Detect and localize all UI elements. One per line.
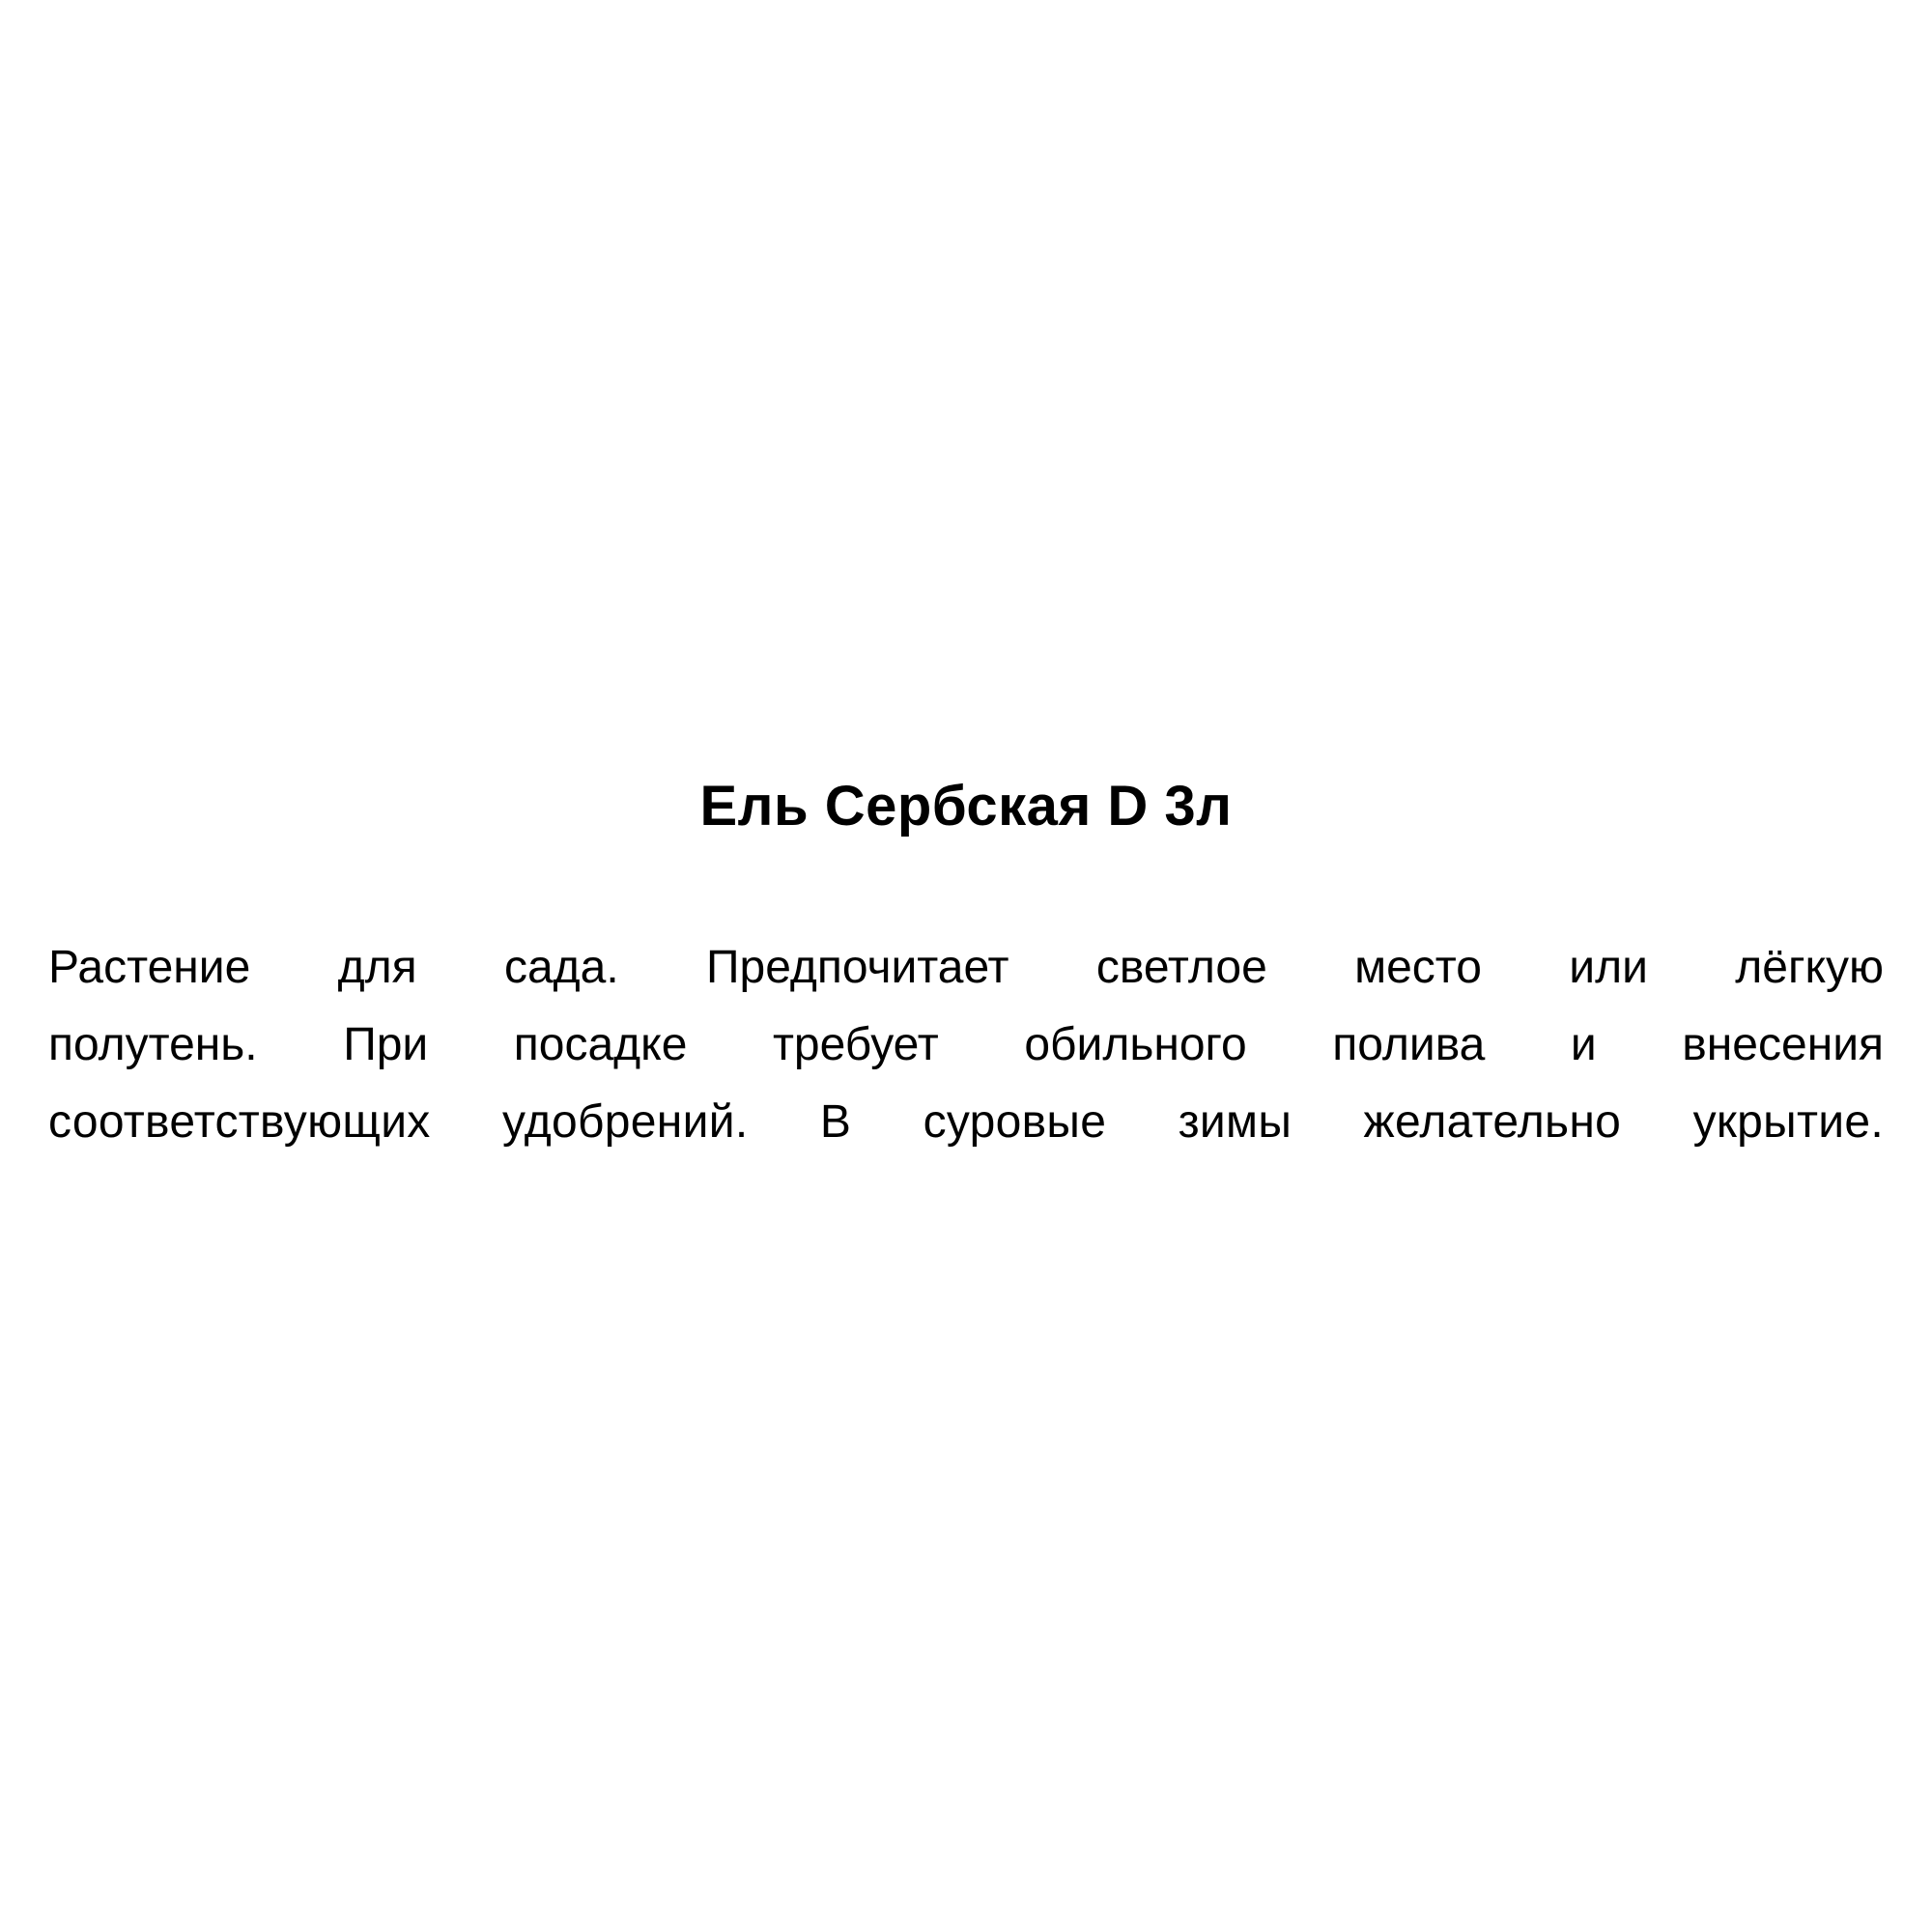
description-line-3: соответствующих удобрений. В суровые зимы желательно укрытие. xyxy=(48,1096,1884,1148)
description-line-2: полутень. При посадке требует обильного полива и внесения xyxy=(48,1019,1884,1070)
product-description xyxy=(48,929,1884,1161)
description-line-1: Растение для сада. Предпочитает светлое место или лёгкую xyxy=(48,942,1884,993)
product-title: Ель Сербская D 3л xyxy=(699,775,1233,838)
